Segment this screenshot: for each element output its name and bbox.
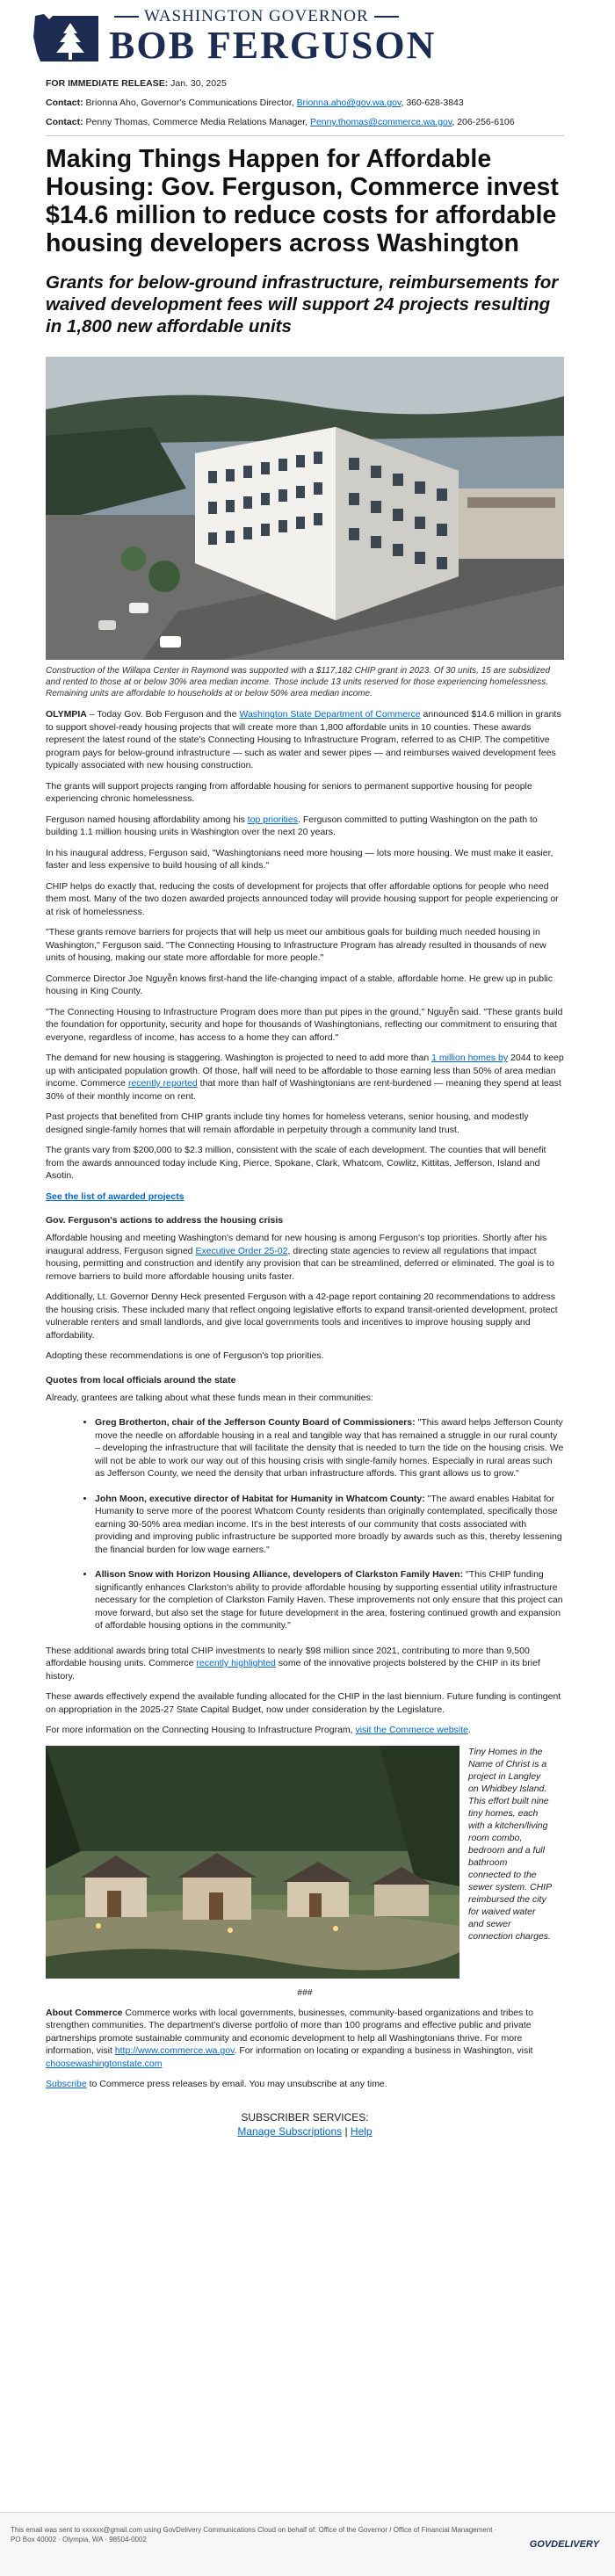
paragraph-1 <box>46 708 564 772</box>
p9-text-a: The demand for new housing is staggering. Washington is projected to need to add more than <box>46 1053 432 1063</box>
p16-text-b: some of the innovative projects bolstered by the CHIP in its brief history. <box>46 1658 540 1682</box>
about-text-b: . For information on locating or expanding a business in Washington, visit <box>234 2045 533 2056</box>
paragraph-13: Additionally, Lt. Governor Denny Heck presented Ferguson with a 42-page report containing 20 recommendations to address the housing crisis. These included many that reflect ongoing legislative efforts to expand transit-oriented development, protect vulnerable renters and small landlords, and give local governments tools and incentives to improve housing supply and affordability. <box>46 1292 558 1341</box>
subscribe-text: to Commerce press releases by email. You may unsubscribe at any time. <box>86 2079 387 2089</box>
quote-speaker: John Moon, executive director of Habitat for Humanity in Whatcom County: <box>95 1493 425 1504</box>
quote-speaker: Allison Snow with Horizon Housing Alliance, developers of Clarkston Family Haven: <box>95 1569 464 1580</box>
banner-text <box>109 7 436 65</box>
paragraph-17: These awards effectively expend the available funding allocated for the CHIP in the last biennium. Future funding is contingent on appropriation in the 2025-27 State Capital Budget, now under consideration by the Legislature. <box>46 1691 561 1715</box>
recently-reported-link[interactable]: recently reported <box>127 1078 198 1089</box>
p12-text-b: , directing state agencies to review all regulations that impact housing, permitting and construction and identify any provision that can be streamlined, deferred or eliminated. The goal is to remove barriers to build more affordable housing units faster. <box>46 1245 554 1282</box>
contact-label-1: Contact: <box>46 98 83 108</box>
footer-text: This email was sent to xxxxxx@gmail.com using GovDelivery Communications Cloud on behalf of: Office of the Governor / Office of Financial Management · PO Box 40002 · Olympia, WA · 98504-0002 <box>11 2526 497 2543</box>
contact-name-1: Brionna Aho, Governor's Communications Director, <box>85 98 294 108</box>
contact-name-2: Penny Thomas, Commerce Media Relations Manager, <box>85 117 308 127</box>
banner-rule-left <box>114 16 139 18</box>
contact-phone-2: , 206-256-6106 <box>452 117 515 127</box>
p1-text-a: – Today Gov. Bob Ferguson and the <box>86 709 240 720</box>
govdelivery-logo[interactable]: GOVDELIVERY <box>529 2539 599 2550</box>
subscribe-link[interactable]: Subscribe <box>46 2079 87 2089</box>
tiny-homes-figure <box>46 1746 564 1979</box>
p12-text-a: Affordable housing and meeting Washington's demand for new housing is among Ferguson's top priorities. Shortly after his inaugural address, Ferguson signed <box>46 1233 547 1256</box>
subscribe-paragraph <box>46 2078 564 2091</box>
release-date-line <box>46 77 564 90</box>
washington-state-icon <box>32 11 102 65</box>
awarded-projects-link[interactable]: See the list of awarded projects <box>46 1190 184 1202</box>
executive-order-link[interactable]: Executive Order 25-02 <box>195 1245 288 1256</box>
about-paragraph <box>46 2007 564 2071</box>
paragraph-7: Commerce Director Joe Nguyễn knows first-hand the life-changing impact of a stable, affordable home. He grew up in public housing in King County. <box>46 973 554 996</box>
subheadline: Grants for below-ground infrastructure, reimbursements for waived development fees will support 24 projects resulting in 1,800 new affordable units <box>46 272 559 336</box>
banner-rule-right <box>374 16 399 18</box>
contact-phone-1: , 360-628-3843 <box>401 98 464 108</box>
awarded-projects-line <box>46 1190 564 1204</box>
tiny-homes-photo <box>46 1746 459 1979</box>
contact-line-2 <box>46 116 564 128</box>
p3-text-b: . Ferguson committed to putting Washington on the path to building 1.1 million housing units in Washington over the next 20 years. <box>46 814 538 837</box>
about-text-a: Commerce works with local governments, businesses, community-based organizations and tribes to strengthen communities. The department's diverse portfolio of more than 100 programs and effective public and private partnerships promote sustainable community and economic development to help all Washingtonians thrive. For more information, visit <box>46 2007 533 2056</box>
p16-text-a: These additional awards bring total CHIP investments to nearly $98 million since 2021, contributing to more than 9,500 affordable housing units. Commerce <box>46 1645 530 1668</box>
quote-text: "The award enables Habitat for Humanity to serve more of the poorest Whatcom County residents than originally contemplated, specifically those earning 30-50% area median income. It's in the best interests of our community that costs associated with providing and improving public infrastructure be supported more broadly by awards such as this, thereby lessening the financial burden for low wage earners." <box>95 1493 562 1555</box>
p9-text-b: 2044 to keep up with anticipated population growth. Of those, half will need to be affordable to those earning less than 50% of area median income. Commerce <box>46 1053 564 1089</box>
p9-text-c: that more than half of Washingtonians are rent-burdened — meaning they spend at least 30% of their monthly income on rent. <box>46 1078 561 1102</box>
release-content <box>0 77 615 2138</box>
paragraph-3 <box>46 814 564 839</box>
paragraph-5: CHIP helps do exactly that, reducing the costs of development for projects that offer affordable options for people who need them most. Many of the two dozen awarded projects announced today will provide housing support for people experiencing or at risk of homelessness. <box>46 880 559 917</box>
paragraph-15: Already, grantees are talking about what these funds mean in their communities: <box>46 1392 373 1403</box>
paragraph-18 <box>46 1724 564 1737</box>
release-meta <box>46 77 564 128</box>
p1-text-b: announced $14.6 million in grants to support shovel-ready housing projects that will create more than 1,800 affordable units in 10 counties. These awards represent the latest round of the state's Connecting Housing to Infrastructure Program, referred to as CHIP. The competitive program pays for below-ground infrastructure — such as water and sewer pipes — and reimburses waived development fees typically associated with new housing construction. <box>46 709 561 771</box>
paragraph-4: In his inaugural address, Ferguson said, "Washingtonians need more housing — lots more housing. We must make it easier, faster and less expensive to build housing of all kinds." <box>46 847 554 871</box>
quote-speaker: Greg Brotherton, chair of the Jefferson County Board of Commissioners: <box>95 1417 416 1428</box>
subscriber-services <box>46 2110 564 2138</box>
list-item <box>95 1416 564 1480</box>
header-divider <box>46 135 564 136</box>
paragraph-10: Past projects that benefited from CHIP grants include tiny homes for homeless veterans, senior housing, and modestly designed single-family homes that will remain affordable in perpetuity through a community land trust. <box>46 1111 529 1135</box>
paragraph-16 <box>46 1645 564 1683</box>
quote-text: "This CHIP funding significantly enhances Clarkston's ability to provide affordable housing by supporting essential utility infrastructure necessary for the completion of Clarkston Family Haven. These improvements not only ensure that this project can move forward, but also set the stage for future development in the area, fostering continued growth and expansion of affordable housing options in the community." <box>95 1569 563 1631</box>
banner-name: BOB FERGUSON <box>109 24 437 67</box>
help-link[interactable]: Help <box>350 2124 373 2138</box>
recently-highlighted-link[interactable]: recently highlighted <box>196 1658 276 1668</box>
quotes-heading: Quotes from local officials around the state <box>46 1374 236 1386</box>
commerce-website-link[interactable]: visit the Commerce website <box>355 1725 468 1735</box>
paragraph-2: The grants will support projects ranging from affordable housing for seniors to permanent supportive housing for people experiencing chronic homelessness. <box>46 780 532 804</box>
million-homes-link[interactable]: 1 million homes by <box>431 1053 509 1063</box>
actions-heading: Gov. Ferguson's actions to address the housing crisis <box>46 1215 284 1226</box>
list-item <box>95 1493 564 1557</box>
release-date: Jan. 30, 2025 <box>170 78 227 89</box>
paragraph-6: "These grants remove barriers for projects that will help us meet our ambitious goals for building much needed housing in Washington," Ferguson said. "The Connecting Housing to Infrastructure Program has already resulted in thousands of new units of housing, making our state more affordable for more people." <box>46 927 546 963</box>
quotes-list <box>46 1416 564 1632</box>
services-divider: | <box>342 2124 351 2138</box>
subscriber-services-title: SUBSCRIBER SERVICES: <box>241 2110 369 2124</box>
p18-text-b: . <box>467 1725 471 1735</box>
paragraph-11: The grants vary from $200,000 to $2.3 million, consistent with the scale of each development. The counties that will benefit from the awards announced today include King, Pierce, Spokane, Clark, Whatcom, Cowlitz, Kittitas, Jefferson, Island and Asotin. <box>46 1145 546 1181</box>
p18-text-a: For more information on the Connecting Housing to Infrastructure Program, <box>46 1725 356 1735</box>
about-section <box>46 2007 564 2091</box>
tiny-homes-caption: Tiny Homes in the Name of Christ is a project in Langley on Whidbey Island. This effort built nine tiny homes, each with a kitchen/living room combo, bedroom and a full bathroom connected to the sewer system. CHIP reimbursed the city for waived water and sewer connection charges. <box>468 1746 552 1942</box>
release-body <box>46 708 564 1737</box>
dateline: OLYMPIA <box>46 709 87 720</box>
commerce-url-link[interactable]: http://www.commerce.wa.gov <box>114 2045 235 2056</box>
list-item <box>95 1568 564 1632</box>
paragraph-12 <box>46 1232 564 1283</box>
about-label: About Commerce <box>46 2007 123 2018</box>
contact-line-1 <box>46 97 564 109</box>
willapa-center-photo <box>46 357 564 660</box>
banner-governor-text: WASHINGTON GOVERNOR <box>144 7 369 25</box>
p3-text-a: Ferguson named housing affordability among his <box>46 814 248 825</box>
contact-email-link-2[interactable]: Penny.thomas@commerce.wa.gov <box>309 117 452 127</box>
headline: Making Things Happen for Affordable Housing: Gov. Ferguson, Commerce invest $14.6 million to reduce costs for affordable housing developers across Washington <box>46 145 559 257</box>
paragraph-9 <box>46 1052 564 1103</box>
manage-subscriptions-link[interactable]: Manage Subscriptions <box>237 2124 343 2138</box>
paragraph-14: Adopting these recommendations is one of Ferguson's top priorities. <box>46 1350 324 1361</box>
quote-text: "This award helps Jefferson County move the needle on affordable housing in a real and tangible way that has remained a struggle in our rural county – developing the infrastructure that will facilitate the density that is needed to turn the tide on the housing crisis. We will not be able to work our way out of this housing crisis with single-family homes. Especially in rural areas such as Jefferson County, we need the density that urban infrastructure affords. This grant allows us to grow." <box>95 1417 564 1479</box>
paragraph-8: "The Connecting Housing to Infrastructure Program does more than put pipes in the ground," Nguyễn said. "These grants build the foundation for opportunity, security and hope for thousands of Washingtonians, reflecting our commitment to ensuring that everyone, regardless of income, has access to a home they can afford." <box>46 1006 563 1043</box>
email-footer <box>0 2512 615 2576</box>
hero-caption: Construction of the Willapa Center in Raymond was supported with a $117,182 CHIP grant in 2023. Of 30 units, 15 are subsidized and rented to those at or below 30% area median income. Those include 13 units reserved for those experiencing homelessness. Remaining units are affordable to households at or below 50% area median income. <box>46 666 551 698</box>
banner-logo <box>32 7 436 65</box>
choose-washington-link[interactable]: choosewashingtonstate.com <box>46 2058 163 2069</box>
governor-banner <box>0 0 615 72</box>
release-label: FOR IMMEDIATE RELEASE: <box>46 78 169 89</box>
contact-email-link-1[interactable]: Brionna.aho@gov.wa.gov <box>296 98 402 108</box>
end-marks: ### <box>297 1986 313 1998</box>
contact-label-2: Contact: <box>46 117 83 127</box>
commerce-link[interactable]: Washington State Department of Commerce <box>239 709 421 720</box>
subscriber-services-links <box>46 2124 564 2138</box>
top-priorities-link[interactable]: top priorities <box>247 814 298 825</box>
